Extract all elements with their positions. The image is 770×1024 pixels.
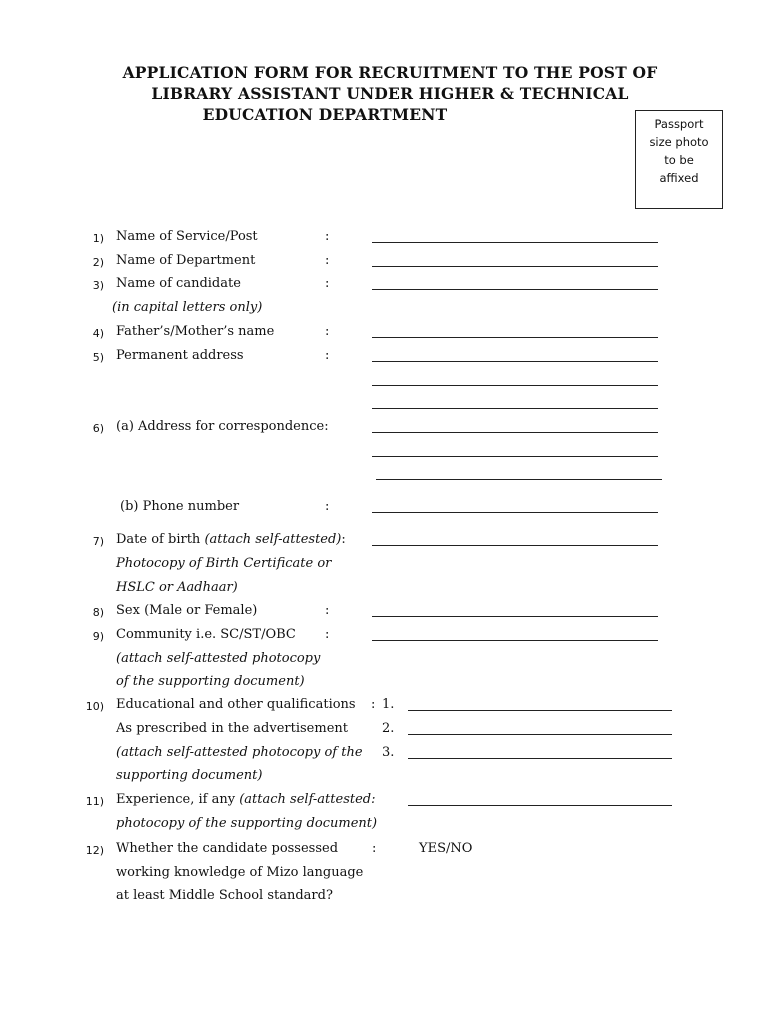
field-number: 3) (92, 279, 104, 292)
qualification-1-blank[interactable] (408, 710, 672, 711)
passport-photo-box (635, 110, 723, 209)
field-number: 12) (85, 844, 104, 857)
field-label-sex: Sex (Male or Female) (116, 603, 258, 618)
community-note-line-2: of the supporting document) (116, 674, 305, 689)
community-blank[interactable] (372, 640, 658, 641)
field-colon: : (325, 348, 330, 363)
dob-label-attach-note: (attach self-attested) (204, 532, 342, 547)
qualifications-note-line-1: (attach self-attested photocopy of the (116, 745, 363, 760)
photo-box-line-1: Passport (654, 117, 704, 131)
field-number: 1) (92, 232, 104, 245)
qualification-item-2-number: 2. (382, 721, 395, 736)
correspondence-address-blank-2[interactable] (372, 456, 658, 457)
qualification-item-3-number: 3. (382, 745, 395, 760)
experience-label-text: Experience, if any (116, 792, 236, 807)
field-number: 2) (92, 256, 104, 269)
field-number: 5) (92, 351, 104, 364)
service-post-blank[interactable] (372, 242, 658, 243)
correspondence-address-blank-3[interactable] (376, 479, 662, 480)
mizo-language-answer[interactable]: YES/NO (419, 841, 473, 856)
permanent-address-blank-1[interactable] (372, 361, 658, 362)
date-of-birth-blank[interactable] (372, 545, 658, 546)
field-label-mizo-language: Whether the candidate possessed (116, 841, 339, 856)
field-label-community: Community i.e. SC/ST/OBC (116, 627, 296, 642)
parent-name-blank[interactable] (372, 337, 658, 338)
dob-label-colon: : (341, 532, 346, 547)
mizo-language-label-line-2: working knowledge of Mizo language (116, 865, 364, 880)
field-label-permanent-address: Permanent address (116, 348, 244, 363)
photo-box-line-3: to be (664, 153, 694, 167)
form-title (60, 62, 720, 125)
field-number: 6) (92, 422, 104, 435)
qualification-3-blank[interactable] (408, 758, 672, 759)
field-colon: : (325, 253, 330, 268)
field-number: 11) (85, 795, 104, 808)
dob-note-line-1: Photocopy of Birth Certificate or (116, 556, 332, 571)
title-line-3: EDUCATION DEPARTMENT (202, 105, 448, 124)
field-colon: : (325, 603, 330, 618)
experience-note-line-1: photocopy of the supporting document) (116, 816, 378, 831)
field-label-qualifications: Educational and other qualifications (116, 697, 356, 712)
experience-blank[interactable] (408, 805, 672, 806)
field-colon: : (372, 841, 377, 856)
field-colon: : (325, 499, 330, 514)
candidate-name-blank[interactable] (372, 289, 658, 290)
field-colon: : (325, 627, 330, 642)
sex-blank[interactable] (372, 616, 658, 617)
title-line-2: LIBRARY ASSISTANT UNDER HIGHER & TECHNICAL (151, 84, 629, 103)
qualifications-note-line-2: supporting document) (116, 768, 263, 783)
phone-number-blank[interactable] (372, 512, 658, 513)
qualification-item-1-number: 1. (382, 697, 395, 712)
title-line-1: APPLICATION FORM FOR RECRUITMENT TO THE POST OF (122, 63, 658, 82)
photo-box-line-4: affixed (659, 171, 699, 185)
community-note-line-1: (attach self-attested photocopy (116, 651, 321, 666)
field-number: 10) (85, 700, 104, 713)
field-label-date-of-birth (116, 532, 346, 547)
field-label-service-post: Name of Service/Post (116, 229, 258, 244)
photo-box-line-2: size photo (649, 135, 709, 149)
experience-label-attach-note: (attach self-attested: (239, 792, 376, 807)
field-colon: : (325, 276, 330, 291)
permanent-address-blank-2[interactable] (372, 385, 658, 386)
field-label-experience (116, 792, 376, 807)
department-blank[interactable] (372, 266, 658, 267)
field-label-candidate-name: Name of candidate (116, 276, 241, 291)
field-number: 4) (92, 327, 104, 340)
field-colon: : (325, 324, 330, 339)
field-label-department: Name of Department (116, 253, 256, 268)
correspondence-address-blank-1[interactable] (372, 432, 658, 433)
field-colon: : (325, 229, 330, 244)
qualifications-label-line-2: As prescribed in the advertisement (116, 721, 348, 736)
field-label-phone-number: (b) Phone number (120, 499, 240, 514)
field-colon: : (371, 697, 376, 712)
dob-note-line-2: HSLC or Aadhaar) (116, 580, 238, 595)
field-number: 8) (92, 606, 104, 619)
field-label-parent-name: Father’s/Mother’s name (116, 324, 275, 339)
field-label-correspondence-address: (a) Address for correspondence: (116, 419, 329, 434)
mizo-language-label-line-3: at least Middle School standard? (116, 888, 333, 903)
field-number: 9) (92, 630, 104, 643)
capital-letters-note: (in capital letters only) (112, 300, 263, 315)
field-number: 7) (92, 535, 104, 548)
qualification-2-blank[interactable] (408, 734, 672, 735)
permanent-address-blank-3[interactable] (372, 408, 658, 409)
dob-label-text: Date of birth (116, 532, 201, 547)
